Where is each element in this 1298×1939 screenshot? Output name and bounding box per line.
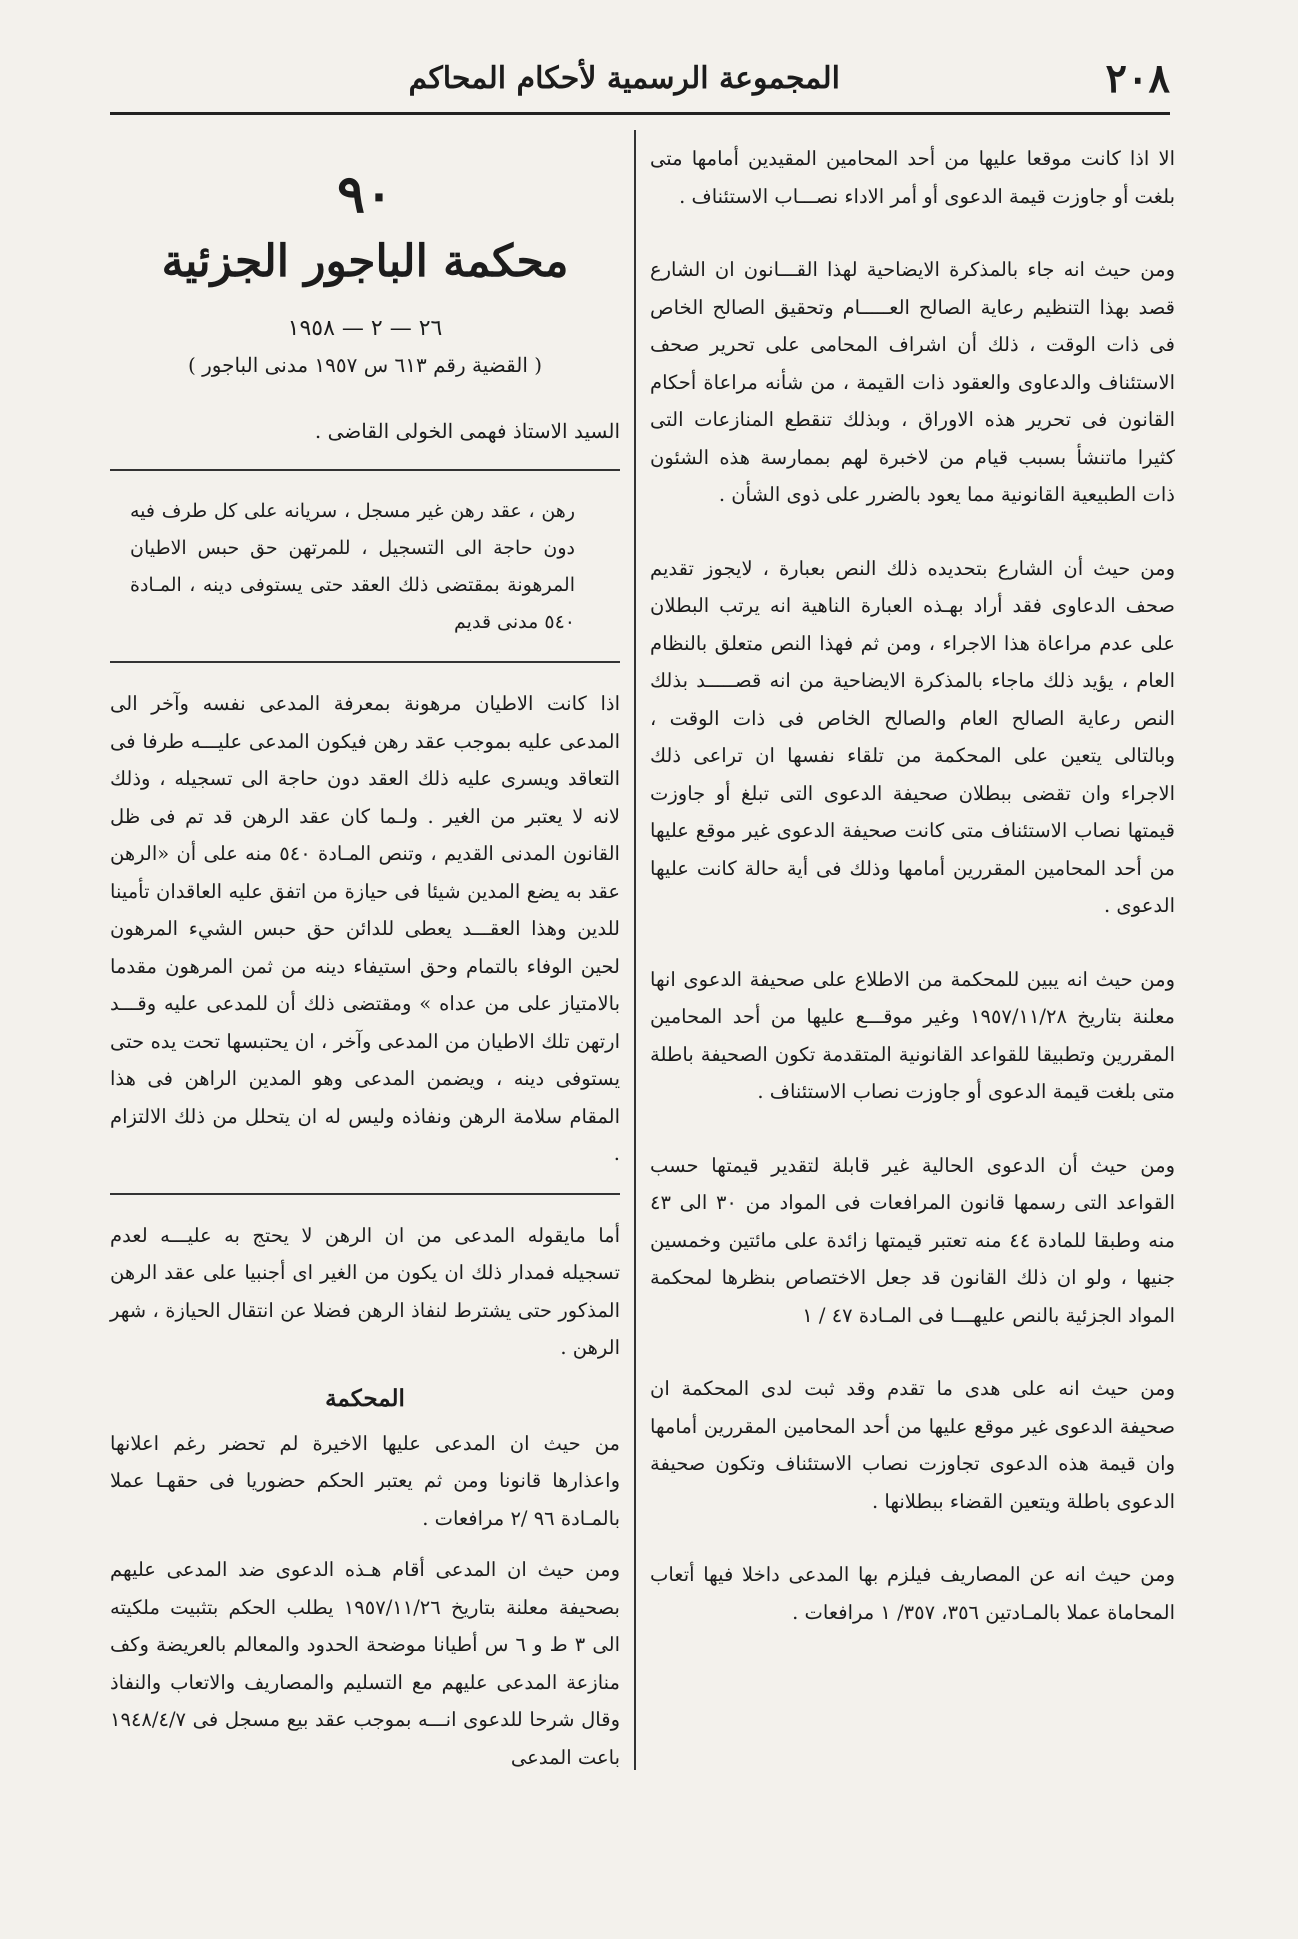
- case-number: ٩٠: [337, 164, 393, 225]
- paragraph: أما مايقوله المدعى من ان الرهن لا يحتج به عليـــه لعدم تسجيله فمدار ذلك ان يكون من الغير اى أجنبيا على عقد الرهن المذكور حتى يشترط لنفاذ الرهن فضلا عن انتقال الحيازة ، شهر الرهن .: [110, 1223, 620, 1359]
- paragraph: ومن حيث أن الدعوى الحالية غير قابلة لتقدير قيمتها حسب القواعد التى رسمها قانون المرافعات فى المواد من ٣٠ الى ٤٣ منه وطبقا للمادة ٤٤ منه تعتبر قيمتها زائدة على مائتين وخمسين جنيها ، ولو ان ذلك القانون قد جعل الاختصاص بنظرها لمحكمة المواد الجزئية بالنص عليهـــا فى المـادة ٤٧ / ١: [650, 1153, 1175, 1327]
- separator-rule: [110, 661, 620, 663]
- column-divider: [634, 130, 636, 1770]
- separator-rule: [110, 1193, 620, 1195]
- page-number: ٢٠٨: [1105, 55, 1170, 102]
- page-header: [110, 55, 1170, 115]
- paragraph: ومن حيث انه جاء بالمذكرة الايضاحية لهذا القـــانون ان الشارع قصد بهذا التنظيم رعاية الصالح العـــــام وتحقيق الصالح الخاص فى ذات الوقت ، ذلك أن اشراف المحامى على تحرير صحف الاستئناف والدعاوى والعقود ذات القيمة ، من شأنه مراعاة أحكام القانون فى تحرير هذه الاوراق ، وبذلك تنقطع المنازعات التى كثيرا ماتنشأ بسبب قيام من لاخبرة لهم بممارسة هذه الشئون ذات الطبيعية القانونية مما يعود بالضرر على ذوى الشأن .: [650, 258, 1175, 506]
- separator-rule: [110, 469, 620, 471]
- header-rule: [110, 112, 1170, 115]
- right-column: [650, 140, 1175, 1631]
- paragraph: ومن حيث انه يبين للمحكمة من الاطلاع على صحيفة الدعوى انها معلنة بتاريخ ١٩٥٧/١١/٢٨ وغير موقـــع عليها من أحد المحامين المقررين وتطبيقا للقواعد القانونية المتقدمة تكون الصحيفة باطلة متى بلغت قيمة الدعوى أو جاوزت نصاب الاستئناف .: [650, 967, 1176, 1103]
- paragraph: من حيث ان المدعى عليها الاخيرة لم تحضر رغم اعلانها واعذارها قانونا ومن ثم يعتبر الحكم حضوريا فى حقهـا عملا بالمـادة ٩٦ /٢ مرافعات .: [110, 1431, 620, 1530]
- case-date: ٢٦ — ٢ — ١٩٥٨: [287, 316, 443, 341]
- section-title: المحكمة: [325, 1384, 405, 1412]
- running-title: المجموعة الرسمية لأحكام المحاكم: [408, 61, 840, 96]
- case-reference: ( القضية رقم ٦١٣ س ١٩٥٧ مدنى الباجور ): [187, 353, 543, 377]
- left-column: [110, 140, 620, 1776]
- paragraph: ومن حيث ان المدعى أقام هـذه الدعوى ضد المدعى عليهم بصحيفة معلنة بتاريخ ١٩٥٧/١١/٢٦ يطلب الحكم بتثبيت ملكيته الى ٣ ط و ٦ س أطيانا موضحة الحدود والمعالم بالعريضة وكف منازعة المدعى عليهم مع التسليم والمصاريف والاتعاب والنفاذ وقال شرحا للدعوى انـــه بموجب عقد بيع مسجل فى ١٩٤٨/٤/٧ باعت المدعى: [110, 1558, 620, 1769]
- paragraph: اذا كانت الاطيان مرهونة بمعرفة المدعى نفسه وآخر الى المدعى عليه بموجب عقد رهن فيكون المدعى عليـــه طرفا فى التعاقد ويسرى عليه ذلك العقد دون حاجة الى تسجيله ، وذلك لانه لا يعتبر من الغير . ولـما كان عقد الرهن قد تم فى ظل القانون المدنى القديم ، وتنص المـادة ٥٤٠ منه على أن «الرهن عقد به يضع المدين شيئا فى حيازة من اتفق عليه العاقدان تأمينا للدين وهذا العقـــد يعطى للدائن حق حبس الشيء المرهون لحين الوفاء بالتمام وحق استيفاء دينه من ثمن المرهون مقدما بالامتياز على من عداه » ومقتضى ذلك أن للمدعى عليه وقـــد ارتهن تلك الاطيان من المدعى وآخر ، ان يحتبسها تحت يده حتى يستوفى دينه ، ويضمن المدعى وهو المدين الراهن فى هذا المقام سلامة الرهن ونفاذه وليس له ان يتحلل من ذلك الالتزام .: [110, 692, 620, 1165]
- paragraph: ومن حيث انه على هدى ما تقدم وقد ثبت لدى المحكمة ان صحيفة الدعوى غير موقع عليها من أحد المحامين المقررين أمامها وان قيمة هذه الدعوى تجاوزت نصاب الاستئناف وتكون صحيفة الدعوى باطلة ويتعين القضاء ببطلانها .: [650, 1377, 1175, 1513]
- paragraph: ومن حيث انه عن المصاريف فيلزم بها المدعى داخلا فيها أتعاب المحاماة عملا بالمـادتين ٣٥٦، ٣٥٧/ ١ مرافعات .: [650, 1563, 1175, 1624]
- headnote: رهن ، عقد رهن غير مسجل ، سريانه على كل طرف فيه دون حاجة الى التسجيل ، للمرتهن حق حبس الاطيان المرهونة بمقتضى ذلك العقد حتى يستوفى دينه ، المـادة ٥٤٠ مدنى قديم: [130, 500, 575, 633]
- paragraph: الا اذا كانت موقعا عليها من أحد المحامين المقيدين أمامها متى بلغت أو جاوزت قيمة الدعوى أو أمر الاداء نصـــاب الاستئناف .: [650, 147, 1175, 208]
- judge-line: السيد الاستاذ فهمى الخولى القاضى .: [314, 419, 620, 443]
- paragraph: ومن حيث أن الشارع بتحديده ذلك النص بعبارة ، لايجوز تقديم صحف الدعاوى فقد أراد بهـذه العبارة الناهية انه يرتب البطلان على عدم مراعاة هذا الاجراء ، ومن ثم فهذا النص متعلق بالنظام العام ، يؤيد ذلك ماجاء بالمذكرة الايضاحية من انه قصـــــد بذلك النص رعاية الصالح العام والصالح الخاص فى ذات الوقت ، وبالتالى يتعين على المحكمة من تلقاء نفسها ان تراعى ذلك الاجراء وان تقضى ببطلان صحيفة الدعوى التى تبلغ أو جاوزت قيمتها نصاب الاستئناف متى كانت صحيفة الدعوى غير موقع عليها من أحد المحامين المقررين أمامها وذلك فى أية حالة كانت عليها الدعوى .: [650, 556, 1175, 917]
- court-title: محكمة الباجور الجزئية: [161, 236, 569, 287]
